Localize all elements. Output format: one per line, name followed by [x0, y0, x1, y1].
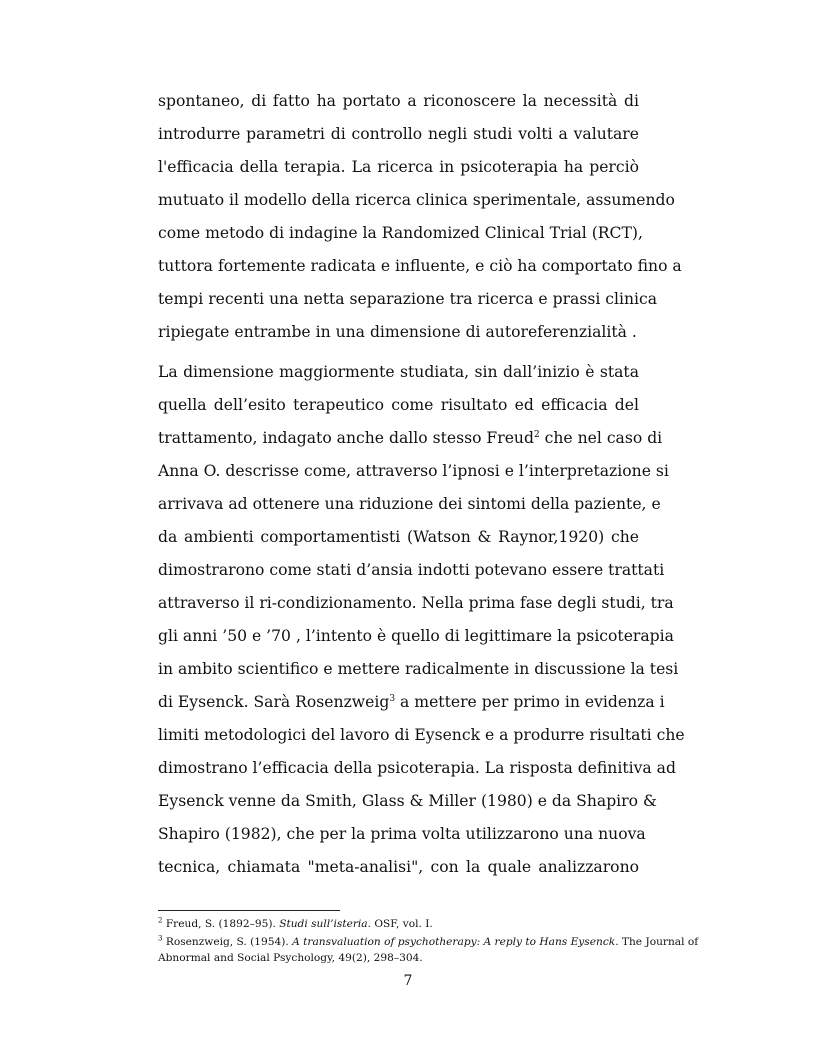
body-line: dimostrano l’efficacia della psicoterapia. La risposta definitiva ad [158, 759, 676, 777]
footnote-number: 3 [158, 934, 163, 943]
body-line: quella dell’esito terapeutico come risultato ed efficacia del [158, 396, 639, 414]
footnote-ref-3: 3 [389, 693, 396, 704]
footnote-3-continued: Abnormal and Social Psychology, 49(2), 298–304. [158, 952, 423, 964]
footnote-title: Studi sull’isteria [279, 918, 368, 930]
body-line: in ambito scientifico e mettere radicalmente in discussione la tesi [158, 660, 679, 678]
body-line: mutuato il modello della ricerca clinica sperimentale, assumendo [158, 191, 675, 209]
body-line [158, 421, 663, 455]
body-line [158, 685, 665, 719]
body-line: introdurre parametri di controllo negli studi volti a valutare [158, 125, 639, 143]
body-line: tuttora fortemente radicata e influente, e ciò ha comportato fino a [158, 257, 682, 275]
body-line: come metodo di indagine la Randomized Clinical Trial (RCT), [158, 224, 643, 242]
body-line: Eysenck venne da Smith, Glass & Miller (1980) e da Shapiro & [158, 792, 657, 810]
body-line: da ambienti comportamentisti (Watson & Raynor,1920) che [158, 528, 639, 546]
footnote-number: 2 [158, 916, 163, 925]
body-text: di Eysenck. Sarà Rosenzweig [158, 693, 390, 711]
footnote-text: Freud, S. (1892–95). [162, 918, 280, 930]
footnote-separator [158, 910, 340, 911]
body-line: tempi recenti una netta separazione tra ricerca e prassi clinica [158, 290, 658, 308]
page-number: 7 [403, 973, 413, 989]
footnote-text: . The Journal of [615, 936, 699, 948]
footnote-text: . OSF, vol. I. [367, 918, 433, 930]
body-line: Anna O. descrisse come, attraverso l’ipnosi e l’interpretazione si [158, 462, 669, 480]
footnote-ref-2: 2 [533, 429, 540, 440]
body-text: trattamento, indagato anche dallo stesso Freud [158, 429, 534, 447]
body-line: attraverso il ri-condizionamento. Nella prima fase degli studi, tra [158, 594, 674, 612]
footnote-3 [158, 934, 699, 949]
body-line: arrivava ad ottenere una riduzione dei sintomi della paziente, e [158, 495, 661, 513]
body-line: spontaneo, di fatto ha portato a riconoscere la necessità di [158, 92, 639, 110]
body-line: Shapiro (1982), che per la prima volta utilizzarono una nuova [158, 825, 646, 843]
body-text: a mettere per primo in evidenza i [395, 693, 665, 711]
body-line: tecnica, chiamata "meta-analisi", con la quale analizzarono [158, 858, 639, 876]
body-line: ripiegate entrambe in una dimensione di autoreferenzialità . [158, 323, 637, 341]
body-line: La dimensione maggiormente studiata, sin dall’inizio è stata [158, 363, 639, 381]
body-line: gli anni ’50 e ’70 , l’intento è quello di legittimare la psicoterapia [158, 627, 674, 645]
body-line: l'efficacia della terapia. La ricerca in psicoterapia ha perciò [158, 158, 639, 176]
body-line: limiti metodologici del lavoro di Eysenck e a produrre risultati che [158, 726, 685, 744]
footnote-2 [158, 917, 433, 931]
footnote-text: Rosenzweig, S. (1954). [162, 936, 293, 948]
footnote-title: A transvaluation of psychotherapy: A reply to Hans Eysenck [292, 936, 616, 948]
body-line: dimostrarono come stati d’ansia indotti potevano essere trattati [158, 561, 665, 579]
body-text: che nel caso di [539, 429, 663, 447]
